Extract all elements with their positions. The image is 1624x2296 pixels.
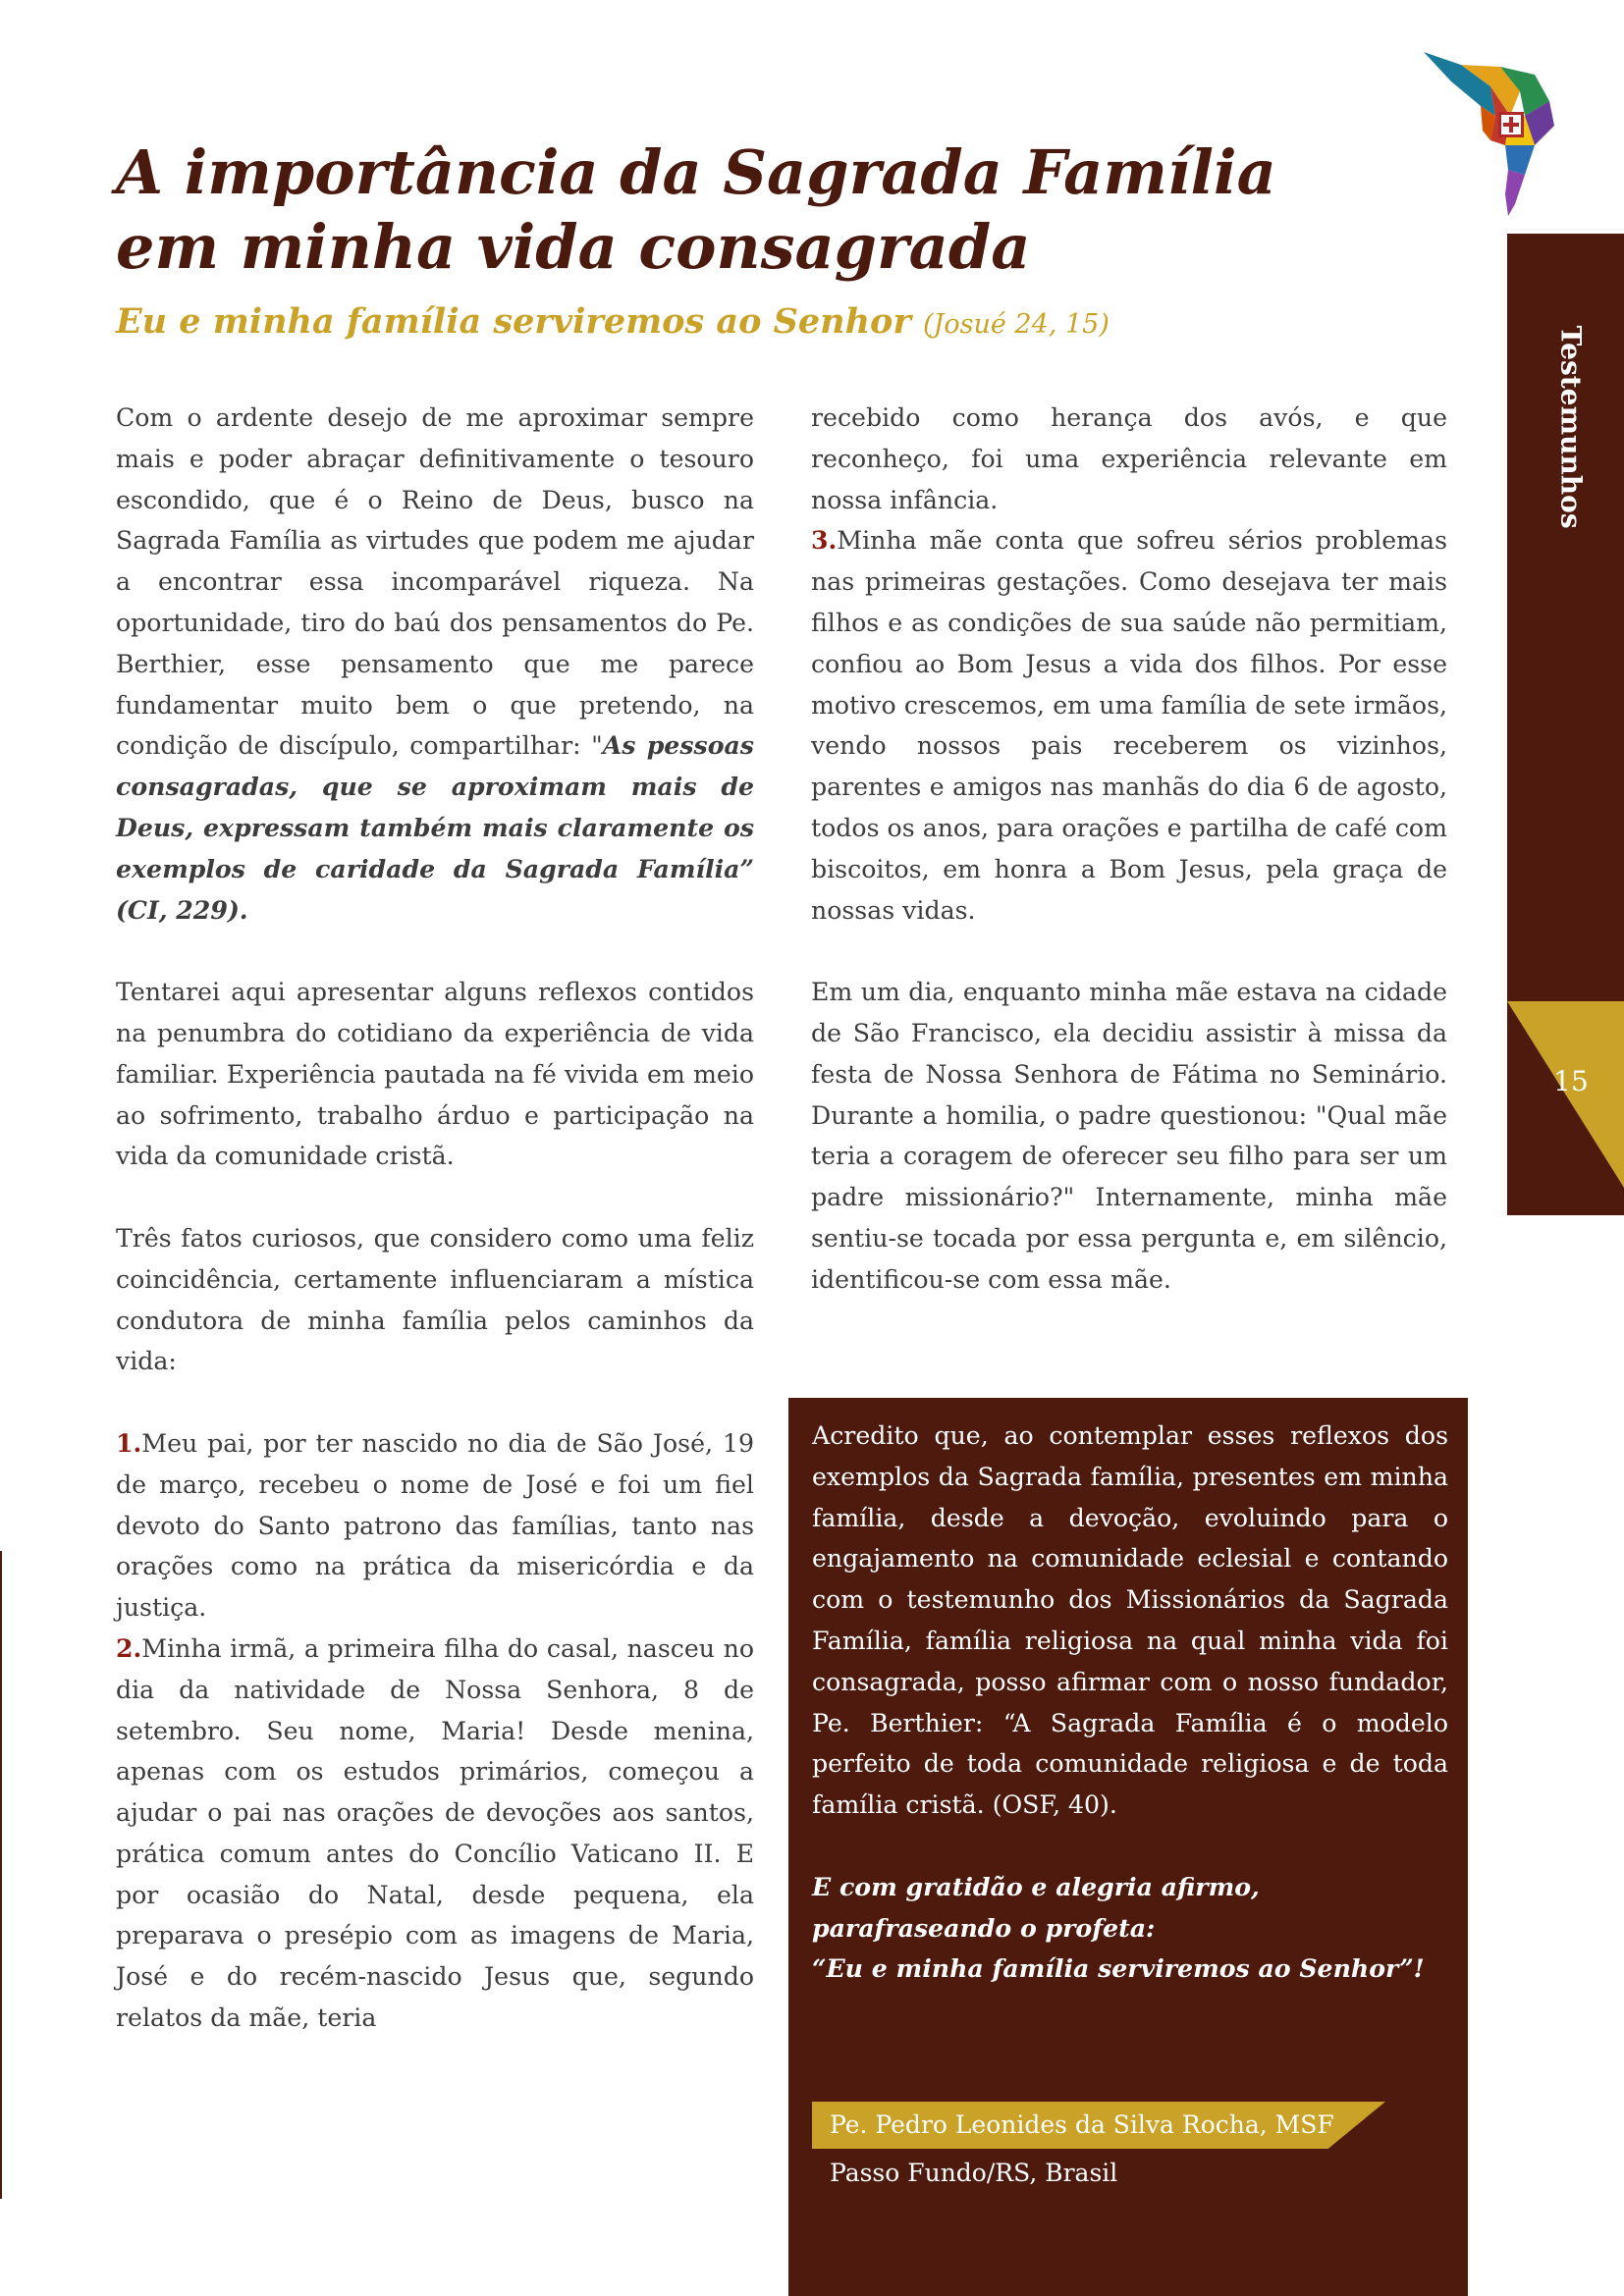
fact-text-3: Minha mãe conta que sofreu sérios problemas nas primeiras gestações. Como desejava ter mais filhos e as condições de sua saúde não permitiam, confiou ao Bom Jesus a vida dos filhos. Por esse motivo crescemos, em uma família de sete irmãos, vendo nossos pais receberem os vizinhos, parentes e amigos nas manhãs do dia 6 de agosto, todos os anos, para orações e partilha de café com biscoitos, em honra a Bom Jesus, pela graça de nossas vidas. <box>811 526 1447 925</box>
fact-item-3 <box>811 520 1447 931</box>
three-facts-paragraph: Três fatos curiosos, que considero como uma feliz coincidência, certamente influenciaram a mística condutora de minha família pelos caminhos da vida: <box>116 1223 754 1376</box>
closing-line-1: E com gratidão e alegria afirmo, <box>812 1871 1260 1901</box>
section-label: Testemunhos <box>1554 325 1588 529</box>
fact-text-2: Minha irmã, a primeira filha do casal, nasceu no dia da natividade de Nossa Senhora, 8 de setembro. Seu nome, Maria! Desde menina, apenas com os estudos primários, começou a ajudar o pai nas orações de devoções aos santos, prática comum antes do Concílio Vaticano II. E por ocasião do Natal, desde pequena, ela preparava o presépio com as imagens de Maria, José e do recém-nascido Jesus que, segundo relatos da mãe, teria <box>116 1633 754 2033</box>
page-title <box>116 135 1392 285</box>
title-line-1: A importância da Sagrada Família <box>116 136 1276 208</box>
fact-item-1 <box>116 1423 754 1629</box>
closing-line-2: parafraseando o profeta: <box>812 1912 1156 1943</box>
left-column <box>116 398 754 2039</box>
closing-line-3: “Eu e minha família serviremos ao Senhor”! <box>812 1953 1425 1984</box>
intro-paragraph <box>116 398 754 931</box>
page-number: 15 <box>1553 1065 1589 1097</box>
continuation-paragraph: recebido como herança dos avós, e que reconheço, foi uma experiência relevante em nossa infância. <box>811 403 1447 514</box>
fact-number-3: 3. <box>811 525 838 556</box>
conclusion-text <box>812 1415 1448 1990</box>
reflection-paragraph: Tentarei aqui apresentar alguns reflexos contidos na penumbra do cotidiano da experiência de vida familiar. Experiência pautada na fé vivida em meio ao sofrimento, trabalho árduo e participação na vida da comunidade cristã. <box>116 978 754 1171</box>
fact-number-1: 1. <box>116 1427 142 1458</box>
mother-story-paragraph: Em um dia, enquanto minha mãe estava na cidade de São Francisco, ela decidiu assistir à missa da festa de Nossa Senhora de Fátima no Seminário. Durante a homilia, o padre questionou: "Qual mãe teria a coragem de oferecer seu filho para ser um padre missionário?" Internamente, minha mãe sentiu-se tocada por essa pergunta e, em silêncio, identificou-se com essa mãe. <box>811 978 1447 1294</box>
right-column <box>811 398 1447 1301</box>
author-name: Pe. Pedro Leonides da Silva Rocha, MSF <box>830 2110 1334 2139</box>
fact-text-1: Meu pai, por ter nascido no dia de São José, 19 de março, recebeu o nome de José e foi um fiel devoto do Santo patrono das famílias, tanto nas orações como na prática da misericórdia e da justiça. <box>116 1428 754 1623</box>
conclusion-box <box>788 1398 1468 2296</box>
conclusion-paragraph: Acredito que, ao contemplar esses reflexos dos exemplos da Sagrada família, presentes em minha família, desde a devoção, evoluindo para o engajamento na comunidade eclesial e contando com o testemunho dos Missionários da Sagrada Família, família religiosa na qual minha vida foi consagrada, posso afirmar com o nosso fundador, Pe. Berthier: “A Sagrada Família é o modelo perfeito de toda comunidade religiosa e de toda família cristã. (OSF, 40). <box>812 1421 1448 1820</box>
berthier-quote: As pessoas consagradas, que se aproximam mais de Deus, expressam também mais claramente os exemplos de caridade da Sagrada Família” (CI, 229). <box>116 730 754 925</box>
page-subtitle <box>116 300 1392 347</box>
subtitle-text: Eu e minha família serviremos ao Senhor <box>116 301 911 342</box>
intro-text: Com o ardente desejo de me aproximar sempre mais e poder abraçar definitivamente o tesouro escondido, que é o Reino de Deus, busco na Sagrada Família as virtudes que podem me ajudar a encontrar essa incomparável riqueza. Na oportunidade, tiro do baú dos pensamentos do Pe. Berthier, esse pensamento que me parece fundamentar muito bem o que pretendo, na condição de discípulo, compartilhar: " <box>116 403 754 761</box>
subtitle-reference: (Josué 24, 15) <box>923 309 1110 340</box>
fact-number-2: 2. <box>116 1632 142 1663</box>
left-edge-rule <box>0 1551 2 2199</box>
closing-statement <box>812 1867 1448 1990</box>
author-location: Passo Fundo/RS, Brasil <box>830 2159 1118 2187</box>
congregation-map-logo-icon <box>1422 47 1559 219</box>
fact-item-2 <box>116 1629 754 2039</box>
title-line-2: em minha vida consagrada <box>116 211 1031 283</box>
